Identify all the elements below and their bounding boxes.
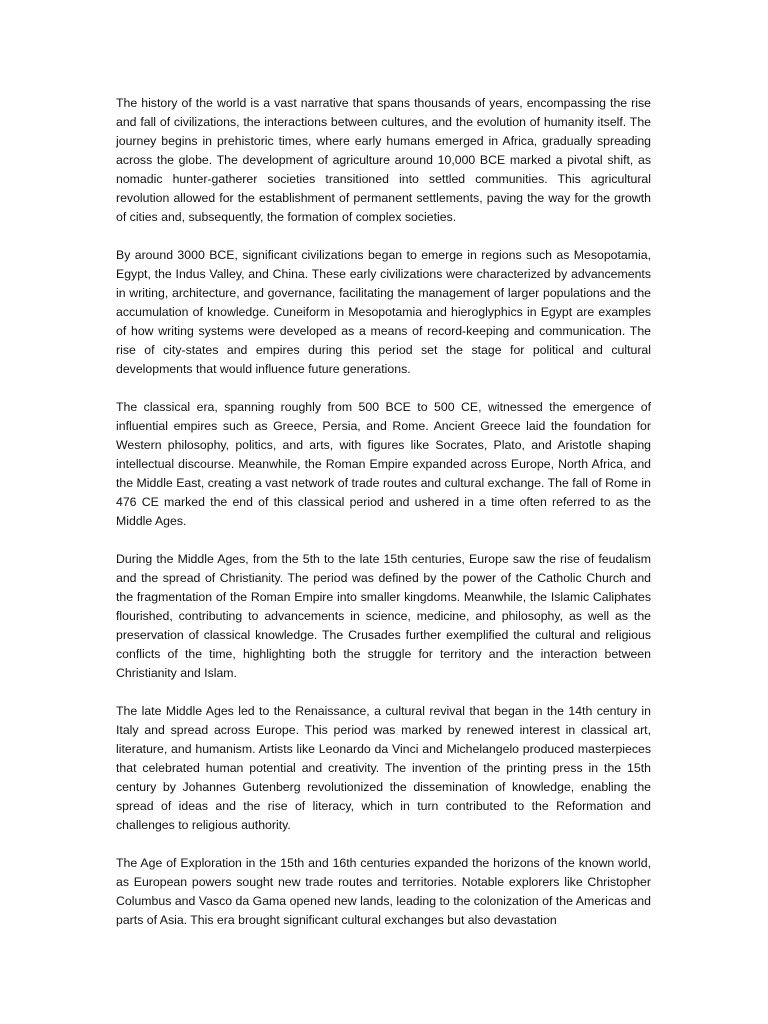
paragraph-classical-era: The classical era, spanning roughly from 500 BCE to 500 CE, witnessed the emergence of influential empires such as Greece, Persia, and Rome. Ancient Greece laid the foundation for Western philosophy, politics, and arts, with figures like Socrates, Plato, and Aristotle shaping intellectual discourse. Meanwhile, the Roman Empire expanded across Europe, North Africa, and the Middle East, creating a vast network of trade routes and cultural exchange. The fall of Rome in 476 CE marked the end of this classical period and ushered in a time often referred to as the Middle Ages. — [116, 400, 651, 528]
paragraph-early-civilizations: By around 3000 BCE, significant civilizations began to emerge in regions such as Mesopotamia, Egypt, the Indus Valley, and China. These early civilizations were characterized by advancements in writing, architecture, and governance, facilitating the management of larger populations and the accumulation of knowledge. Cuneiform in Mesopotamia and hieroglyphics in Egypt are examples of how writing systems were developed as a means of record-keeping and communication. The rise of city-states and empires during this period set the stage for political and cultural developments that would influence future generations. — [116, 248, 651, 376]
paragraph-age-of-exploration: The Age of Exploration in the 15th and 16th centuries expanded the horizons of the known world, as European powers sought new trade routes and territories. Notable explorers like Christopher Columbus and Vasco da Gama opened new lands, leading to the colonization of the Americas and parts of Asia. This era brought significant cultural exchanges but also devastation — [116, 856, 651, 927]
paragraph-renaissance: The late Middle Ages led to the Renaissance, a cultural revival that began in the 14th century in Italy and spread across Europe. This period was marked by renewed interest in classical art, literature, and humanism. Artists like Leonardo da Vinci and Michelangelo produced masterpieces that celebrated human potential and creativity. The invention of the printing press in the 15th century by Johannes Gutenberg revolutionized the dissemination of knowledge, enabling the spread of ideas and the rise of literacy, which in turn contributed to the Reformation and challenges to religious authority. — [116, 704, 651, 832]
paragraph-middle-ages: During the Middle Ages, from the 5th to the late 15th centuries, Europe saw the rise of feudalism and the spread of Christianity. The period was defined by the power of the Catholic Church and the fragmentation of the Roman Empire into smaller kingdoms. Meanwhile, the Islamic Caliphates flourished, contributing to advancements in science, medicine, and philosophy, as well as the preservation of classical knowledge. The Crusades further exemplified the cultural and religious conflicts of the time, highlighting both the struggle for territory and the interaction between Christianity and Islam. — [116, 552, 651, 680]
document-body — [116, 94, 651, 949]
paragraph-prehistory: The history of the world is a vast narrative that spans thousands of years, encompassing the rise and fall of civilizations, the interactions between cultures, and the evolution of humanity itself. The journey begins in prehistoric times, where early humans emerged in Africa, gradually spreading across the globe. The development of agriculture around 10,000 BCE marked a pivotal shift, as nomadic hunter-gatherer societies transitioned into settled communities. This agricultural revolution allowed for the establishment of permanent settlements, paving the way for the growth of cities and, subsequently, the formation of complex societies. — [116, 96, 651, 224]
